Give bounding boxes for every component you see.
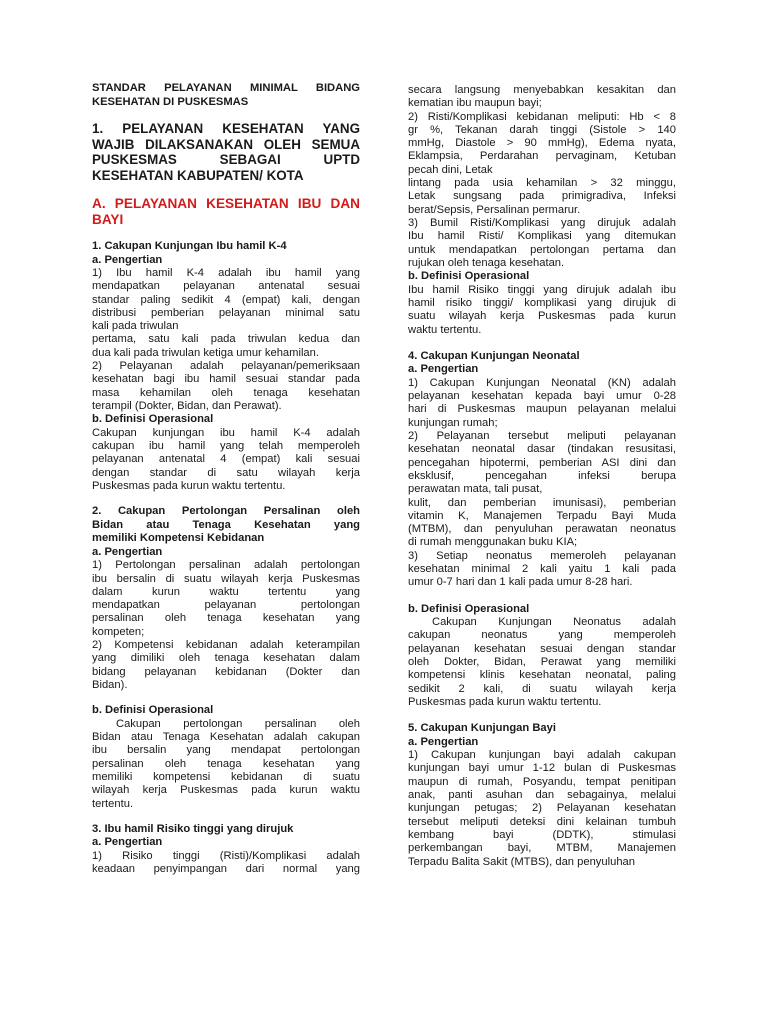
left-column	[92, 82, 360, 876]
text-line: Eklampsia, Perdarahan pervaginam, Ketuban	[408, 150, 676, 163]
text-line: maupun di rumah, Posyandu, tempat penitipan	[408, 775, 676, 788]
text-line: lintang pada usia kehamilan > 32 minggu,	[408, 177, 676, 190]
text-line: anak, panti asuhan dan sebagainya, melalui	[408, 789, 676, 802]
text-line: Puskesmas pada kurun waktu tertentu.	[408, 695, 602, 708]
text-line: cakupan ibu hamil yang telah memperoleh	[92, 440, 360, 453]
title-line: STANDAR PELAYANAN MINIMAL BIDANG	[92, 82, 360, 94]
risti-definisi-text	[408, 284, 676, 337]
text-line: bidang pelayanan kebidanan (Dokter dan	[92, 665, 360, 678]
heading-line: Bidan atau Tenaga Kesehatan yang	[92, 518, 360, 531]
text-line: keadaan penyimpangan dari normal yang	[92, 863, 360, 876]
text-line: (MTBM), dan penyuluhan perawatan neonatus	[408, 523, 676, 536]
text-line: 1) Cakupan kunjungan bayi adalah cakupan	[408, 749, 676, 762]
bayi-pengertian-heading: a. Pengertian	[408, 735, 479, 748]
section-a-heading	[92, 196, 360, 228]
text-line: ibu bersalin yang mendapat pertolongan	[92, 744, 360, 757]
text-line: 1) Ibu hamil K-4 adalah ibu hamil yang	[92, 267, 360, 279]
text-line: persalinan oleh tenaga kesehatan yang	[92, 757, 360, 770]
risti-paragraph-1-start	[92, 850, 360, 877]
text-line: 2) Pelayanan tersebut meliputi pelayanan	[408, 430, 676, 443]
text-line: Puskesmas pada kurun waktu tertentu.	[92, 479, 286, 492]
text-line: mendapatkan pelayanan pertolongan	[92, 599, 360, 612]
text-line: kulit, dan pemberian imunisasi), pemberian	[408, 496, 676, 509]
text-line: terampil (Dokter, Bidan, dan Perawat).	[92, 399, 282, 412]
k4-definisi-heading: b. Definisi Operasional	[92, 413, 214, 426]
neonatal-heading: 4. Cakupan Kunjungan Neonatal	[408, 349, 580, 362]
text-line: mendapatkan pelayanan antenatal sesuai	[92, 280, 360, 293]
text-line: perkembangan bayi, MTBM, Manajemen	[408, 842, 676, 855]
text-line: kunjungan rumah;	[408, 416, 498, 429]
text-line: wilayah kerja Puskesmas pada kurun waktu	[92, 784, 360, 797]
text-line: waktu tertentu.	[408, 323, 482, 336]
text-line: umur 0-7 hari dan 1 kali pada umur 8-28 hari.	[408, 576, 633, 589]
heading-line: A. PELAYANAN KESEHATAN IBU DAN	[92, 196, 360, 211]
text-line: untuk mendapatkan pertolongan pertama dan	[408, 243, 676, 256]
text-line: dua kali pada triwulan ketiga umur kehamilan.	[92, 346, 319, 359]
text-line: rujukan oleh tenaga kesehatan.	[408, 256, 565, 269]
risti-paragraph-1-end	[408, 84, 676, 111]
heading-line: WAJIB DILAKSANAKAN OLEH SEMUA	[92, 136, 360, 152]
text-line: pelayanan kesehatan kepada bayi umur 0-28	[408, 390, 676, 403]
text-line: Terpadu Balita Sakit (MTBS), dan penyuluhan	[408, 855, 635, 868]
text-line: vitamin K, Manajemen Terpadu Bayi Muda	[408, 509, 676, 522]
k4-pengertian-heading: a. Pengertian	[92, 253, 163, 266]
text-line: kompetensi klinis kesehatan neonatal, paling	[408, 669, 676, 682]
text-line: 2) Risti/Komplikasi kebidanan meliputi: Hb < 8	[408, 110, 676, 123]
text-line: pertama, satu kali pada triwulan kedua dan	[92, 333, 360, 346]
k4-definisi-text	[92, 427, 360, 493]
risti-paragraph-2	[408, 111, 676, 217]
text-line: Ibu hamil Risti/ Komplikasi yang ditemukan	[408, 230, 676, 243]
text-line: Bidan).	[92, 678, 128, 691]
neonatal-paragraph-1	[408, 377, 676, 430]
text-line: secara langsung menyebabkan kesakitan dan	[408, 84, 676, 96]
text-line: Cakupan Kunjungan Neonatus adalah	[432, 616, 676, 629]
heading-line: BAYI	[92, 212, 124, 227]
persalinan-definisi-heading: b. Definisi Operasional	[92, 704, 214, 717]
text-line: 3) Setiap neonatus memeroleh pelayanan	[408, 549, 676, 562]
text-line: standar paling sedikit 4 (empat) kali, dengan	[92, 293, 360, 306]
text-line: masa kehamilan oleh tenaga kesehatan	[92, 386, 360, 399]
text-line: 1) Pertolongan persalinan adalah pertolongan	[92, 559, 360, 572]
k4-heading: 1. Cakupan Kunjungan Ibu hamil K-4	[92, 240, 287, 252]
bayi-paragraph-1	[408, 749, 676, 869]
risti-paragraph-3	[408, 217, 676, 270]
text-line: hari di Puskesmas maupun pelayanan melalui	[408, 403, 676, 416]
text-line: suatu wilayah kerja Puskesmas pada kurun	[408, 310, 676, 323]
text-line: persalinan oleh tenaga kesehatan yang	[92, 612, 360, 625]
text-line: dengan standar di satu wilayah kerja	[92, 466, 360, 479]
text-line: eksklusif, pencegahan infeksi berupa	[408, 469, 676, 482]
text-line: kunjungan bayi umur 1-12 bulan di Puskesmas	[408, 762, 676, 775]
section-1-heading	[92, 121, 360, 183]
heading-line: 1. PELAYANAN KESEHATAN YANG	[92, 121, 360, 136]
k4-paragraph-1	[92, 267, 360, 360]
text-line: berat/Sepsis, Persalinan permarur.	[408, 203, 581, 216]
text-line: kali pada triwulan	[92, 320, 179, 333]
text-line: Cakupan pertolongan persalinan oleh	[116, 717, 360, 730]
persalinan-pengertian-heading: a. Pengertian	[92, 545, 163, 558]
heading-line: KESEHATAN KABUPATEN/ KOTA	[92, 167, 304, 183]
text-line: gr %, Tekanan darah tinggi (Sistole > 140	[408, 123, 676, 136]
text-line: distribusi pemberian pelayanan minimal satu	[92, 306, 360, 319]
text-line: tertentu.	[92, 797, 134, 810]
text-line: ibu bersalin di suatu wilayah kerja Puskesmas	[92, 572, 360, 585]
text-line: pecah dini, Letak	[408, 163, 493, 176]
text-line: kunjungan petugas; 2) Pelayanan kesehatan	[408, 802, 676, 815]
text-line: kompeten;	[92, 625, 145, 638]
risti-pengertian-heading: a. Pengertian	[92, 836, 163, 849]
text-line: kesehatan minimal 2 kali yaitu 1 kali pada	[408, 563, 676, 575]
text-line: pelayanan antenatal 4 (empat) kali sesuai	[92, 453, 360, 466]
text-line: sedikit 2 kali, di suatu wilayah kerja	[408, 682, 676, 695]
persalinan-paragraph-2	[92, 639, 360, 692]
text-line: pelayanan kesehatan sesuai dengan standar	[408, 642, 676, 655]
text-line: dalam kurun waktu tertentu yang	[92, 585, 360, 598]
text-line: di rumah menggunakan buku KIA;	[408, 536, 578, 549]
text-line: tersebut meliputi deteksi dini kelainan tumbuh	[408, 815, 676, 828]
text-line: hamil risiko tinggi/ komplikasi yang dirujuk di	[408, 296, 676, 309]
text-line: oleh Dokter, Bidan, Perawat yang memiliki	[408, 655, 676, 668]
persalinan-heading	[92, 505, 360, 546]
neonatal-pengertian-heading: a. Pengertian	[408, 363, 479, 376]
text-line: mmHg, Diastole > 90 mmHg), Edema nyata,	[408, 137, 676, 150]
text-line: 2) Pelayanan adalah pelayanan/pemeriksaan	[92, 360, 360, 373]
risti-definisi-heading: b. Definisi Operasional	[408, 270, 530, 283]
text-line: cakupan neonatus yang memperoleh	[408, 629, 676, 642]
persalinan-paragraph-1	[92, 559, 360, 639]
text-line: 2) Kompetensi kebidanan adalah keterampilan	[92, 639, 360, 652]
neonatal-paragraph-2	[408, 430, 676, 550]
heading-line: memiliki Kompetensi Kebidanan	[92, 532, 265, 545]
text-line: kematian ibu maupun bayi;	[408, 97, 542, 110]
text-line: yang dimiliki oleh tenaga kesehatan dalam	[92, 652, 360, 665]
document-title	[92, 82, 360, 109]
persalinan-definisi-text	[92, 718, 360, 811]
title-line: KESEHATAN DI PUSKESMAS	[92, 95, 249, 108]
text-line: 3) Bumil Risti/Komplikasi yang dirujuk adalah	[408, 216, 676, 229]
text-line: Cakupan kunjungan ibu hamil K-4 adalah	[92, 426, 360, 439]
text-line: Bidan atau Tenaga Kesehatan adalah cakupan	[92, 731, 360, 744]
right-column	[408, 84, 676, 869]
heading-line: 2. Cakupan Pertolongan Persalinan oleh	[92, 505, 360, 518]
text-line: kembang bayi (DDTK), stimulasi	[408, 828, 676, 841]
k4-paragraph-2	[92, 360, 360, 413]
text-line: Letak sungsang pada primigradiva, Infeksi	[408, 190, 676, 203]
neonatal-definisi-text	[408, 616, 676, 709]
neonatal-paragraph-3	[408, 550, 676, 590]
text-line: 1) Cakupan Kunjungan Neonatal (KN) adalah	[408, 376, 676, 389]
text-line: memiliki kompetensi kebidanan di suatu	[92, 770, 360, 783]
text-line: Ibu hamil Risiko tinggi yang dirujuk adalah ibu	[408, 283, 676, 296]
text-line: pencegahan hipotermi, pemberian ASI dini dan	[408, 456, 676, 469]
risti-heading: 3. Ibu hamil Risiko tinggi yang dirujuk	[92, 822, 294, 835]
heading-line: PUSKESMAS SEBAGAI UPTD	[92, 152, 360, 167]
bayi-heading: 5. Cakupan Kunjungan Bayi	[408, 722, 556, 735]
text-line: 1) Risiko tinggi (Risti)/Komplikasi adalah	[92, 849, 360, 862]
text-line: perawatan mata, tali pusat,	[408, 483, 543, 496]
text-line: kesehatan bagi ibu hamil sesuai standar pada	[92, 373, 360, 386]
neonatal-definisi-heading: b. Definisi Operasional	[408, 602, 530, 615]
text-line: kesehatan neonatal dasar (tindakan resusitasi,	[408, 443, 676, 456]
